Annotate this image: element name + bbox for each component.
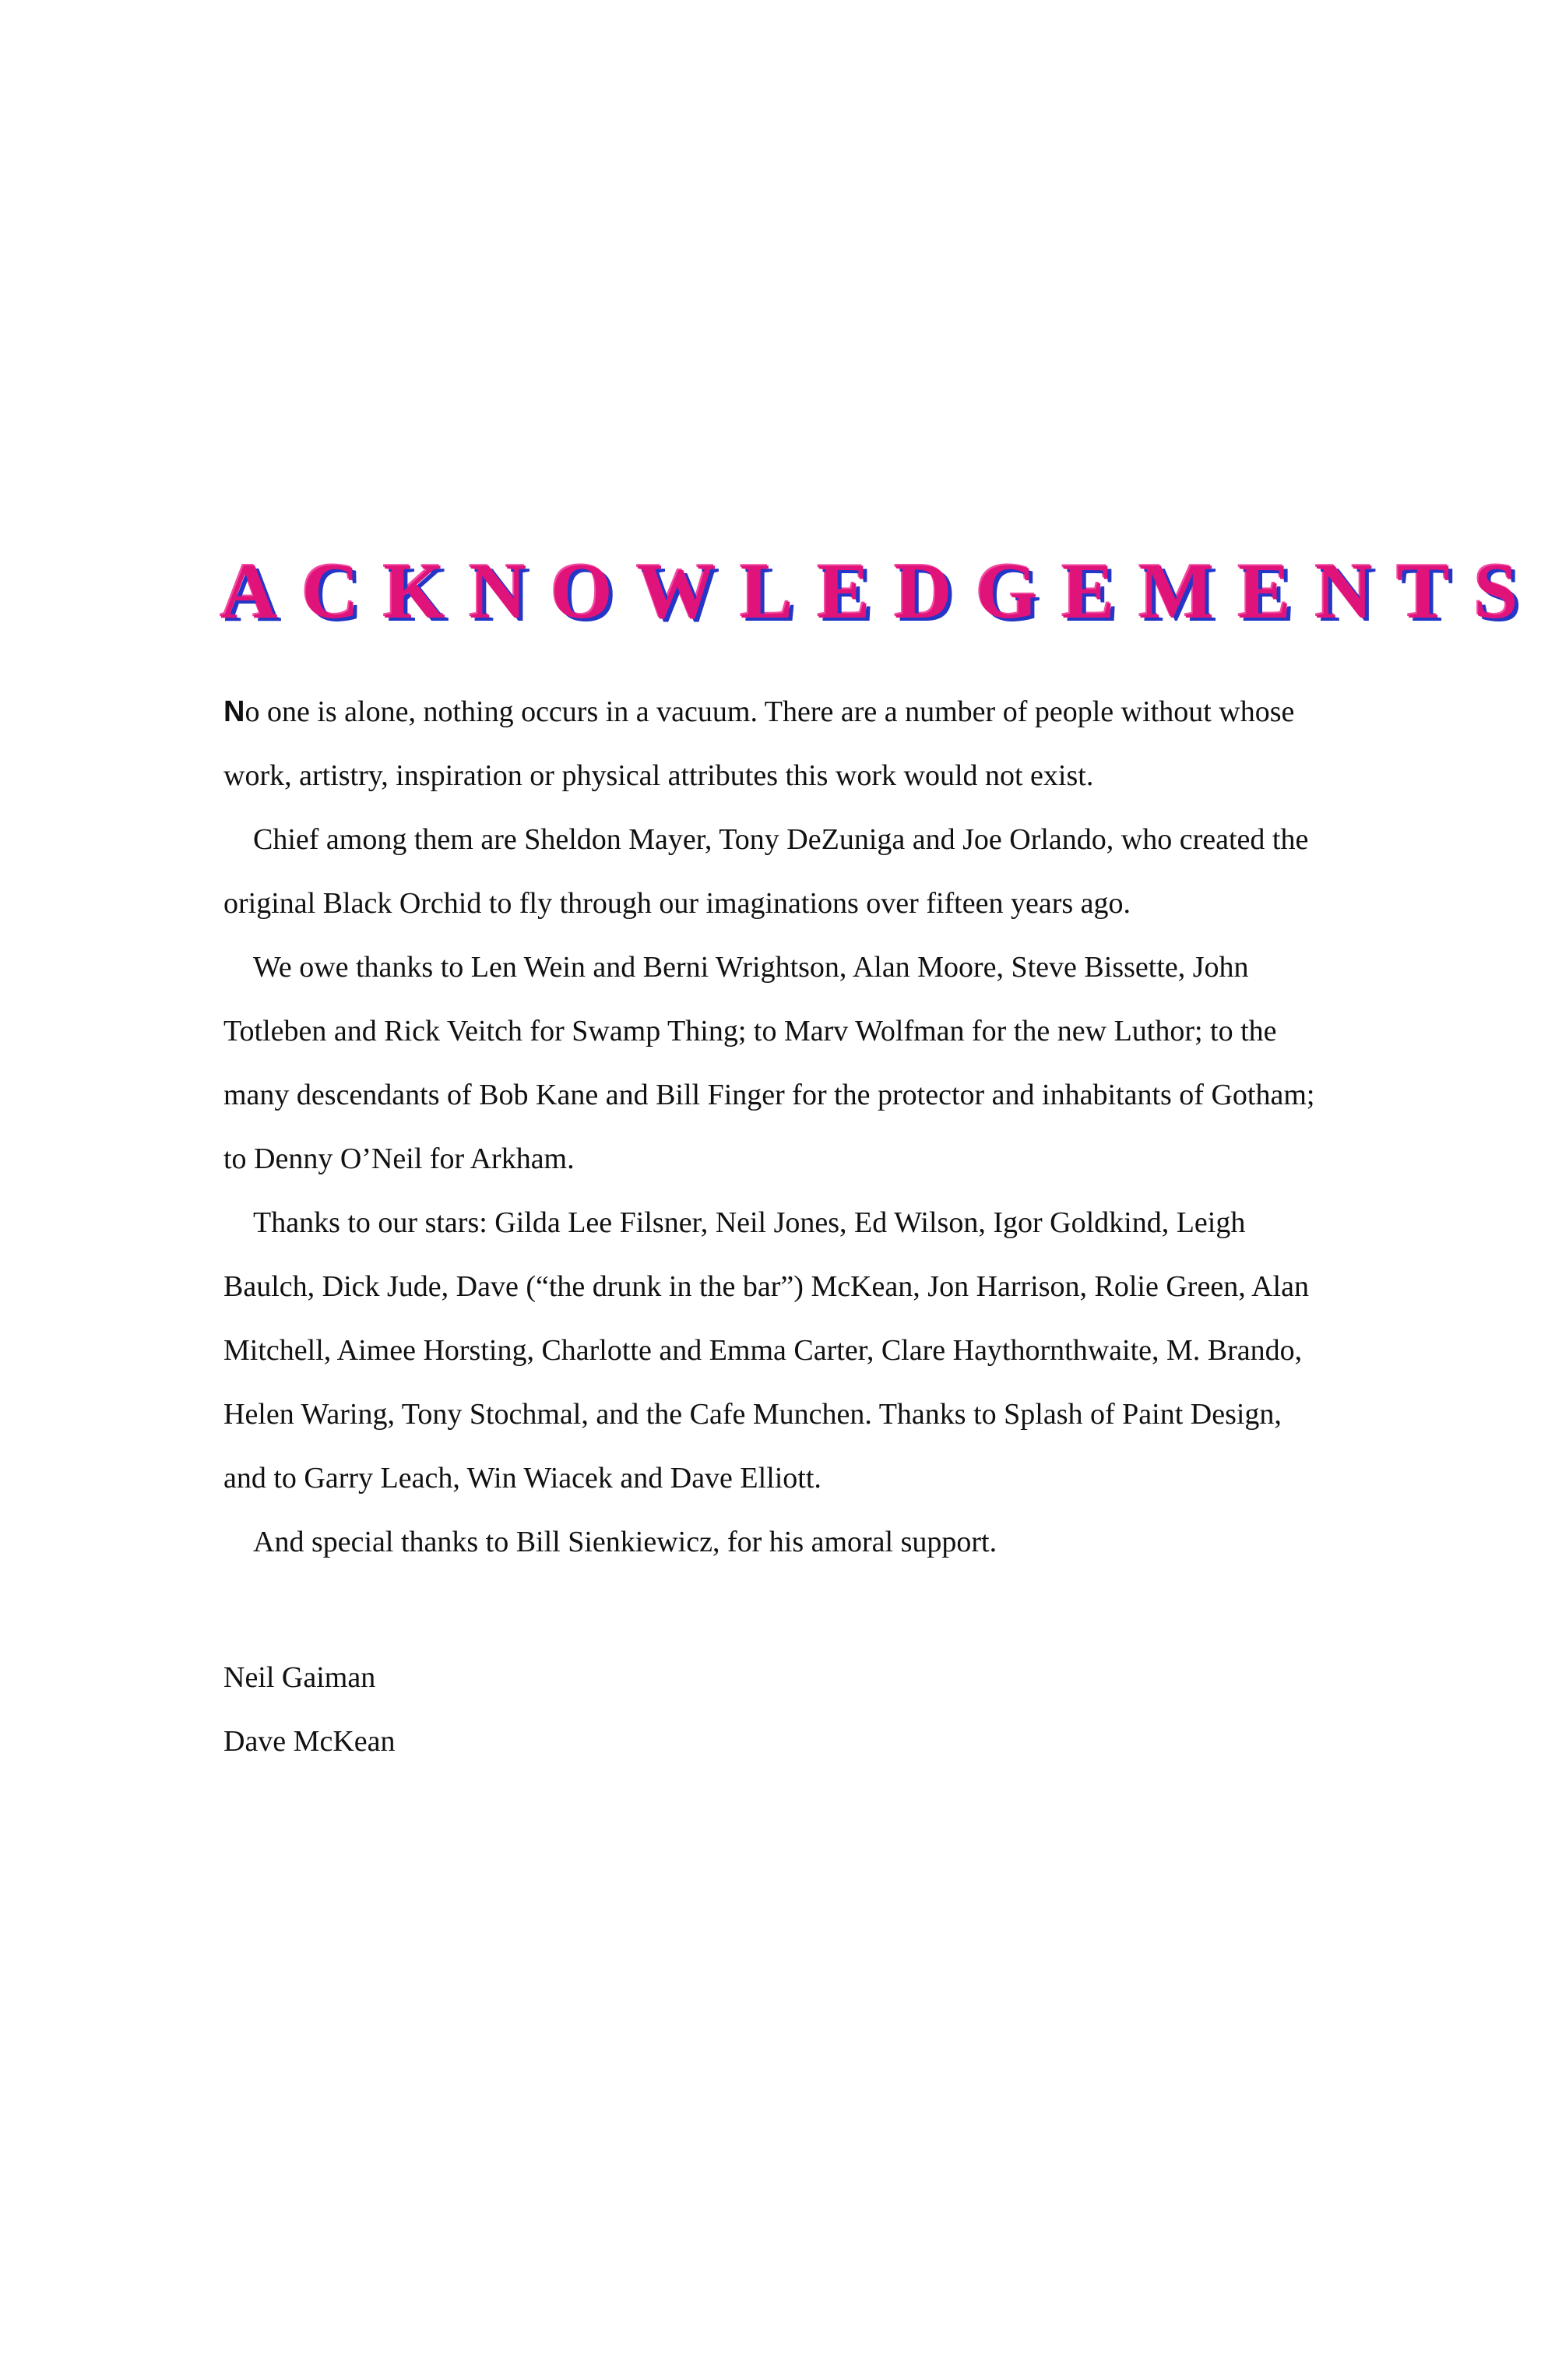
signature-neil-gaiman: Neil Gaiman: [223, 1661, 376, 1694]
paragraph-thanks-stars: Thanks to our stars: Gilda Lee Filsner, Neil Jones, Ed Wilson, Igor Goldkind, Leigh Baulch, Dick Jude, Dave (“the drunk in the bar”) McKean, Jon Harrison, Rolie Green, Alan Mitchell, Aimee Horsting, Charlotte and Emma Carter, Clare Haythornthwaite, M. Brando, Helen Waring, Tony Stochmal, and the Cafe Munchen. Thanks to Splash of Paint Design, and to Garry Leach, Win Wiacek and Dave Elliott.: [223, 1206, 1309, 1495]
page-title: ACKNOWLEDGEMENTS: [220, 547, 1543, 635]
paragraph-thanks-writers: We owe thanks to Len Wein and Berni Wrightson, Alan Moore, Steve Bissette, John Totleben and Rick Veitch for Swamp Thing; to Marv Wolfman for the new Luthor; to the many descendants of Bob Kane and Bill Finger for the protector and inhabitants of Gotham; to Denny O’Neil for Arkham.: [223, 951, 1315, 1175]
paragraph-special-thanks: And special thanks to Bill Sienkiewicz, for his amoral support.: [253, 1526, 997, 1558]
signature-dave-mckean: Dave McKean: [223, 1725, 396, 1758]
signatures: [223, 1646, 396, 1773]
paragraph-creators: Chief among them are Sheldon Mayer, Tony DeZuniga and Joe Orlando, who created the original Black Orchid to fly through our imaginations over fifteen years ago.: [223, 823, 1309, 920]
acknowledgements-body: [223, 680, 1329, 1574]
paragraph-intro: No one is alone, nothing occurs in a vacuum. There are a number of people without whose work, artistry, inspiration or physical attributes this work would not exist.: [223, 695, 1295, 792]
